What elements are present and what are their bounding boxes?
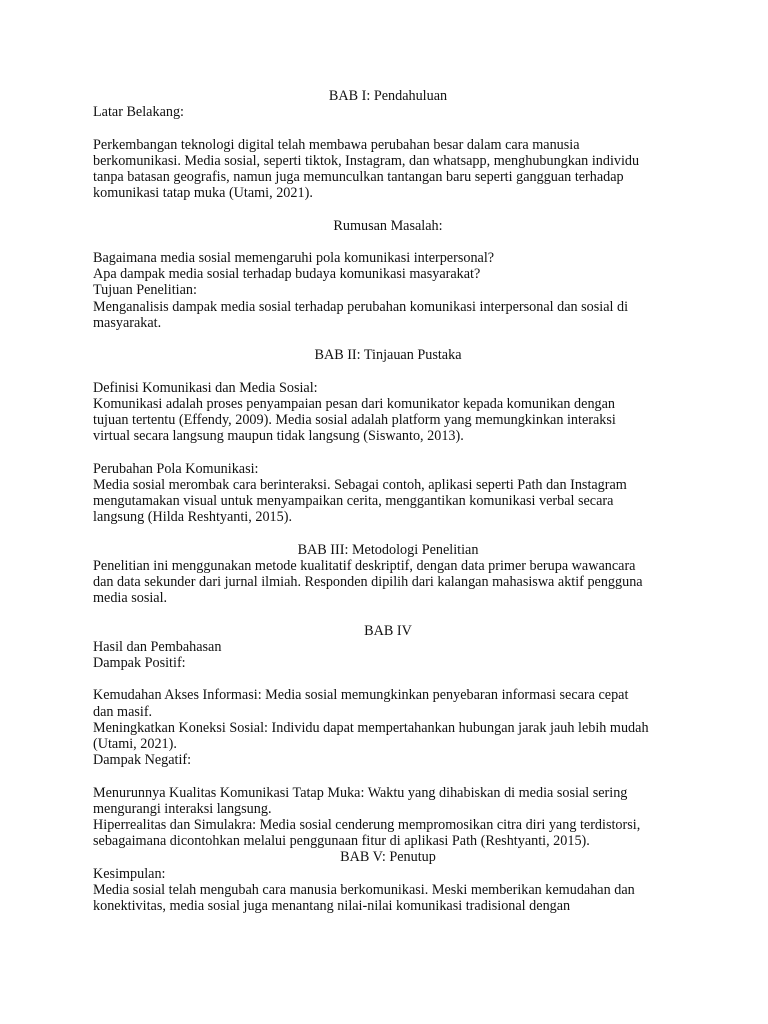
spacer [93, 234, 683, 250]
negatif-line: Menurunnya Kualitas Komunikasi Tatap Muka: Waktu yang dihabiskan di media sosial sering [93, 784, 628, 801]
positif-line: Kemudahan Akses Informasi: Media sosial memungkinkan penyebaran informasi secara cepat [93, 687, 629, 704]
spacer [93, 525, 683, 541]
negatif-line: mengurangi interaksi langsung. [93, 800, 272, 817]
positif-line: (Utami, 2021). [93, 735, 177, 752]
spacer [93, 201, 683, 217]
tujuan-line: masyarakat. [93, 314, 162, 331]
definisi-line: tujuan tertentu (Effendy, 2009). Media sosial adalah platform yang memungkinkan interaksi [93, 411, 616, 428]
definisi-line: virtual secara langsung maupun tidak langsung (Siswanto, 2013). [93, 428, 464, 445]
kesimpulan-line: Media sosial telah mengubah cara manusia berkomunikasi. Meski memberikan kemudahan dan [93, 881, 635, 898]
spacer [93, 120, 683, 136]
bab3-line: dan data sekunder dari jurnal ilmiah. Responden dipilih dari kalangan mahasiswa aktif pengguna [93, 573, 643, 590]
kesimpulan-line: konektivitas, media sosial juga menantang nilai-nilai komunikasi tradisional dengan [93, 898, 571, 914]
document-page [93, 88, 683, 914]
latar-line: komunikasi tatap muka (Utami, 2021). [93, 185, 313, 202]
bab1-title: BAB I: Pendahuluan [328, 88, 448, 104]
negatif-line: Hiperrealitas dan Simulakra: Media sosial cenderung mempromosikan citra diri yang terdistorsi, [93, 816, 641, 833]
perubahan-line: mengutamakan visual untuk menyampaikan cerita, menggantikan komunikasi verbal secara [93, 492, 614, 509]
perubahan-heading: Perubahan Pola Komunikasi: [93, 460, 259, 477]
hasil-heading: Hasil dan Pembahasan [93, 638, 222, 655]
rumusan-line: Apa dampak media sosial terhadap budaya komunikasi masyarakat? [93, 266, 481, 283]
latar-line: tanpa batasan geografis, namun juga memunculkan tantangan baru seperti gangguan terhadap [93, 169, 624, 185]
bab2-title: BAB II: Tinjauan Pustaka [314, 347, 462, 364]
perubahan-line: langsung (Hilda Reshtyanti, 2015). [93, 509, 292, 526]
spacer [93, 444, 683, 460]
latar-line: Perkembangan teknologi digital telah membawa perubahan besar dalam cara manusia [93, 136, 580, 153]
latar-heading: Latar Belakang: [93, 104, 184, 121]
positif-heading: Dampak Positif: [93, 654, 186, 671]
spacer [93, 768, 683, 784]
perubahan-line: Media sosial merombak cara berinteraksi. Sebagai contoh, aplikasi seperti Path dan Instagram [93, 476, 627, 493]
bab5-title: BAB V: Penutup [340, 849, 436, 866]
kesimpulan-heading: Kesimpulan: [93, 865, 166, 882]
latar-line: berkomunikasi. Media sosial, seperti tiktok, Instagram, dan whatsapp, menghubungkan individu [93, 152, 640, 169]
spacer [93, 671, 683, 687]
bab3-line: media sosial. [93, 590, 168, 607]
bab3-line: Penelitian ini menggunakan metode kualitatif deskriptif, dengan data primer berupa wawancara [93, 557, 636, 574]
definisi-line: Komunikasi adalah proses penyampaian pesan dari komunikator kepada komunikan dengan [93, 395, 616, 412]
negatif-line: sebagaimana dicontohkan melalui penggunaan fitur di aplikasi Path (Reshtyanti, 2015). [93, 833, 590, 850]
rumusan-heading: Rumusan Masalah: [333, 217, 443, 234]
positif-line: Meningkatkan Koneksi Sosial: Individu dapat mempertahankan hubungan jarak jauh lebih mudah [93, 719, 649, 736]
bab3-title: BAB III: Metodologi Penelitian [297, 541, 479, 558]
rumusan-line: Bagaimana media sosial memengaruhi pola komunikasi interpersonal? [93, 249, 495, 266]
spacer [93, 331, 683, 347]
spacer [93, 606, 683, 622]
positif-line: dan masif. [93, 703, 153, 720]
tujuan-heading: Tujuan Penelitian: [93, 282, 197, 299]
definisi-heading: Definisi Komunikasi dan Media Sosial: [93, 379, 318, 396]
negatif-heading: Dampak Negatif: [93, 752, 192, 769]
bab4-title: BAB IV [364, 622, 412, 639]
spacer [93, 363, 683, 379]
tujuan-line: Menganalisis dampak media sosial terhadap perubahan komunikasi interpersonal dan sosial di [93, 298, 629, 315]
